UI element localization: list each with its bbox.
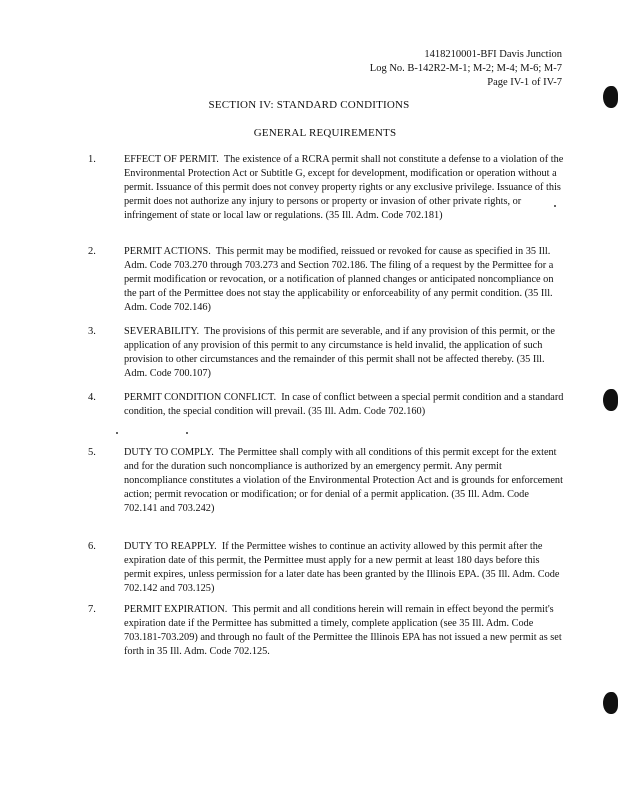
binder-hole-mark	[603, 389, 618, 411]
item-body	[124, 325, 564, 381]
item-heading: PERMIT EXPIRATION.	[124, 604, 228, 615]
scan-speck	[554, 205, 556, 207]
item-number: 1.	[88, 154, 96, 165]
item-text: The existence of a RCRA permit shall not constitute a defense to a violation of the Environmental Protection Act or Subtitle G, except for development, modification or operation without a permit. Issuance of this permit does not convey property rights or any exclusive privilege. Issuance of this permit does not authorize any injury to persons or property or invasion of other private rights, or infringement of state or local law or regulations. (35 Ill. Adm. Code 702.181)	[124, 154, 564, 222]
item-number: 6.	[88, 541, 96, 552]
page-header	[370, 48, 562, 90]
item-heading: DUTY TO REAPPLY.	[124, 541, 217, 552]
item-number: 5.	[88, 447, 96, 458]
item-text: This permit may be modified, reissued or revoked for cause as specified in 35 Ill. Adm. Code 703.270 through 703.273 and Section 702.186. The filing of a request by the Permittee for a permit modification or revocation, or a notification of planned changes or anticipated noncompliance on the part of the Permittee does not stay the applicability or enforceability of any permit condition. (35 Ill. Adm. Code 702.146)	[124, 246, 554, 314]
item-number: 7.	[88, 604, 96, 615]
item-text: The Permittee shall comply with all conditions of this permit except for the extent and for the duration such noncompliance is authorized by an emergency permit. Any permit noncompliance constitutes a violation of the Environmental Protection Act and is grounds for enforcement action; permit revocation or modification; or for denial of a permit application. (35 Ill. Adm. Code 702.141 and 703.242)	[124, 447, 563, 515]
item-number: 4.	[88, 392, 96, 403]
header-page-number: Page IV-1 of IV-7	[487, 77, 562, 88]
item-text: If the Permittee wishes to continue an activity allowed by this permit after the expiration date of this permit, the Permittee must apply for a new permit at least 180 days before this permit expires, unless permission for a later date has been granted by the Illinois EPA. (35 Ill. Adm. Code 702.142 and 703.125)	[124, 541, 560, 595]
header-facility: 1418210001-BFI Davis Junction	[424, 49, 562, 60]
item-text: In case of conflict between a special permit condition and a standard condition, the special condition will prevail. (35 Ill. Adm. Code 702.160)	[124, 392, 564, 418]
binder-hole-mark	[603, 86, 618, 108]
item-number: 2.	[88, 246, 96, 257]
item-body	[124, 245, 564, 315]
item-number: 3.	[88, 326, 96, 337]
item-body	[124, 391, 564, 419]
header-log-number: Log No. B-142R2-M-1; M-2; M-4; M-6; M-7	[369, 63, 562, 74]
item-body	[124, 446, 564, 516]
item-heading: PERMIT CONDITION CONFLICT.	[124, 392, 277, 403]
item-body	[124, 603, 564, 659]
scan-speck	[186, 432, 188, 434]
item-heading: DUTY TO COMPLY.	[124, 447, 214, 458]
scan-speck	[116, 432, 118, 434]
item-text: This permit and all conditions herein will remain in effect beyond the permit's expiration date if the Permittee has submitted a timely, complete application (see 35 Ill. Adm. Code 703.181-703.209) and through no fault of the Permittee the Illinois EPA has not issued a new permit as set forth in 35 Ill. Adm. Code 702.125.	[124, 604, 562, 658]
binder-hole-mark	[603, 692, 618, 714]
item-heading: PERMIT ACTIONS.	[124, 246, 211, 257]
section-subtitle: GENERAL REQUIREMENTS	[253, 127, 397, 139]
item-heading: EFFECT OF PERMIT.	[124, 154, 219, 165]
section-title: SECTION IV: STANDARD CONDITIONS	[208, 99, 410, 111]
item-text: The provisions of this permit are severable, and if any provision of this permit, or the application of any provision of this permit to any circumstance is held invalid, the application of such provision to other circumstances and the remainder of this permit shall not be affected thereby. (35 Ill. Adm. Code 700.107)	[124, 326, 555, 380]
item-heading: SEVERABILITY.	[124, 326, 200, 337]
item-body	[124, 540, 564, 596]
item-body	[124, 153, 564, 223]
